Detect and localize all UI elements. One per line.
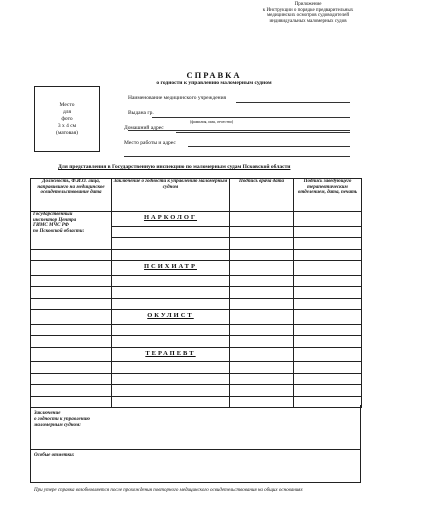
conclusion-text: Заключение (34, 411, 61, 416)
table-cell[interactable] (294, 385, 362, 397)
table-row (31, 310, 362, 325)
table-cell[interactable] (112, 226, 230, 238)
table-cell[interactable] (294, 298, 362, 310)
table-cell[interactable] (31, 347, 112, 362)
table-cell[interactable] (294, 275, 362, 287)
table-cell[interactable] (294, 287, 362, 299)
appendix-line: Приложение (294, 2, 322, 7)
table-cell[interactable] (230, 336, 294, 348)
conclusion-text: о годности к управлению (34, 417, 90, 422)
inspector-text: инспектор Центра (33, 217, 77, 223)
table-cell[interactable] (31, 385, 112, 397)
table-cell[interactable] (112, 238, 230, 250)
conclusion-block (30, 405, 361, 483)
table-cell[interactable] (31, 261, 112, 276)
table-cell[interactable] (294, 347, 362, 362)
table-cell[interactable] (294, 226, 362, 238)
table-row (31, 212, 362, 227)
table-cell[interactable] (112, 287, 230, 299)
table-cell[interactable] (230, 261, 294, 276)
inspector-text: ГИМС МЧС РФ (33, 223, 69, 229)
photo-placeholder (34, 86, 100, 152)
table-row (31, 347, 362, 362)
table-cell[interactable] (230, 385, 294, 397)
table-row (31, 249, 362, 261)
table-cell[interactable] (294, 261, 362, 276)
table-cell[interactable] (31, 275, 112, 287)
inspector-cell (31, 212, 112, 250)
appendix-line: к Инструкции о порядке предварительных (262, 7, 354, 13)
table-cell[interactable] (230, 324, 294, 336)
table-cell[interactable] (230, 287, 294, 299)
table-cell[interactable] (112, 249, 230, 261)
table-cell[interactable] (31, 362, 112, 374)
table-row (31, 287, 362, 299)
appendix-line: индивидуальных маломерных судов (269, 18, 347, 24)
table-cell[interactable] (230, 373, 294, 385)
table-cell[interactable] (112, 298, 230, 310)
table-cell[interactable] (230, 347, 294, 362)
table-cell[interactable] (31, 373, 112, 385)
photo-text: 3 х 4 см (57, 122, 77, 129)
table-cell[interactable] (294, 249, 362, 261)
special-notes-label: Особые отметки: (34, 453, 75, 458)
document-subtitle: о годности к управлению маломерным судном (156, 80, 272, 86)
table-row (31, 362, 362, 374)
work-label: Место работы и адрес (124, 140, 176, 146)
table-cell[interactable] (294, 362, 362, 374)
table-row (31, 324, 362, 336)
photo-text: фото (61, 115, 73, 122)
table-cell[interactable] (294, 373, 362, 385)
header-doctor-signature: Подпись врача дата (230, 179, 294, 212)
work-line-2[interactable] (124, 156, 350, 157)
address-label: Домашний адрес (124, 125, 164, 131)
table-cell[interactable] (230, 298, 294, 310)
issued-to-label: Выдана гр. (128, 110, 154, 116)
specialist-therapist: ТЕРАПЕВТ (112, 347, 230, 362)
table-cell[interactable] (31, 287, 112, 299)
appendix-line: медицинских осмотров судоводителей (266, 13, 350, 19)
specialist-psychiatrist: ПСИХИАТР (112, 261, 230, 276)
header-head-signature: Подпись заведующего терапевтическим отделением, дата, печать (294, 179, 362, 212)
document-title: СПРАВКА (186, 70, 242, 80)
table-cell[interactable] (112, 324, 230, 336)
table-cell[interactable] (112, 275, 230, 287)
table-cell[interactable] (112, 336, 230, 348)
institution-line[interactable] (236, 102, 350, 103)
table-cell[interactable] (31, 298, 112, 310)
specialist-narcologist: НАРКОЛОГ (112, 212, 230, 227)
examination-table (30, 178, 362, 408)
table-row (31, 336, 362, 348)
conclusion-text: маломерным судном: (34, 423, 81, 428)
purpose-line: Для представления в Государственную инспекцию по маломерным судам Псковской области (58, 164, 291, 170)
photo-text: для (62, 108, 72, 115)
work-line[interactable] (188, 146, 350, 147)
photo-text: (матовая) (56, 129, 78, 136)
table-cell[interactable] (112, 373, 230, 385)
photo-text: Место (59, 101, 75, 108)
header-conclusion: Заключение о годности к управлению маломерным судном (112, 179, 230, 212)
issued-to-note: (фамилия, имя, отчество) (190, 119, 234, 124)
table-cell[interactable] (294, 212, 362, 227)
table-cell[interactable] (230, 249, 294, 261)
table-cell[interactable] (31, 324, 112, 336)
table-cell[interactable] (294, 238, 362, 250)
table-cell[interactable] (230, 238, 294, 250)
inspector-text: по Псковской области: (33, 228, 85, 234)
table-cell[interactable] (230, 226, 294, 238)
table-cell[interactable] (294, 310, 362, 325)
table-cell[interactable] (112, 385, 230, 397)
table-cell[interactable] (112, 362, 230, 374)
table-cell[interactable] (31, 249, 112, 261)
table-cell[interactable] (230, 310, 294, 325)
table-cell[interactable] (294, 324, 362, 336)
table-row (31, 261, 362, 276)
conclusion-label (34, 411, 90, 429)
table-cell[interactable] (294, 336, 362, 348)
address-line[interactable] (176, 132, 350, 133)
table-cell[interactable] (31, 336, 112, 348)
footer-note: При утере справка возобновляется после прохождения повторного медицинского освидетельствования на общих основаниях (34, 488, 303, 493)
specialist-ophthalmologist: ОКУЛИСТ (112, 310, 230, 325)
divider (31, 449, 360, 450)
table-cell[interactable] (230, 275, 294, 287)
table-row (31, 275, 362, 287)
institution-label: Наименование медицинского учреждения (128, 95, 227, 101)
table-header-row (31, 179, 362, 212)
issued-to-line[interactable] (152, 117, 350, 118)
appendix-note (248, 2, 368, 24)
table-cell[interactable] (230, 362, 294, 374)
header-referrer: Должность, Ф.И.О. лица, направившего на медицинское освидетельствование дата (31, 179, 112, 212)
table-row (31, 373, 362, 385)
table-row (31, 298, 362, 310)
table-cell[interactable] (31, 310, 112, 325)
table-row (31, 385, 362, 397)
inspector-text: Государственный (33, 212, 73, 217)
table-cell[interactable] (230, 212, 294, 227)
